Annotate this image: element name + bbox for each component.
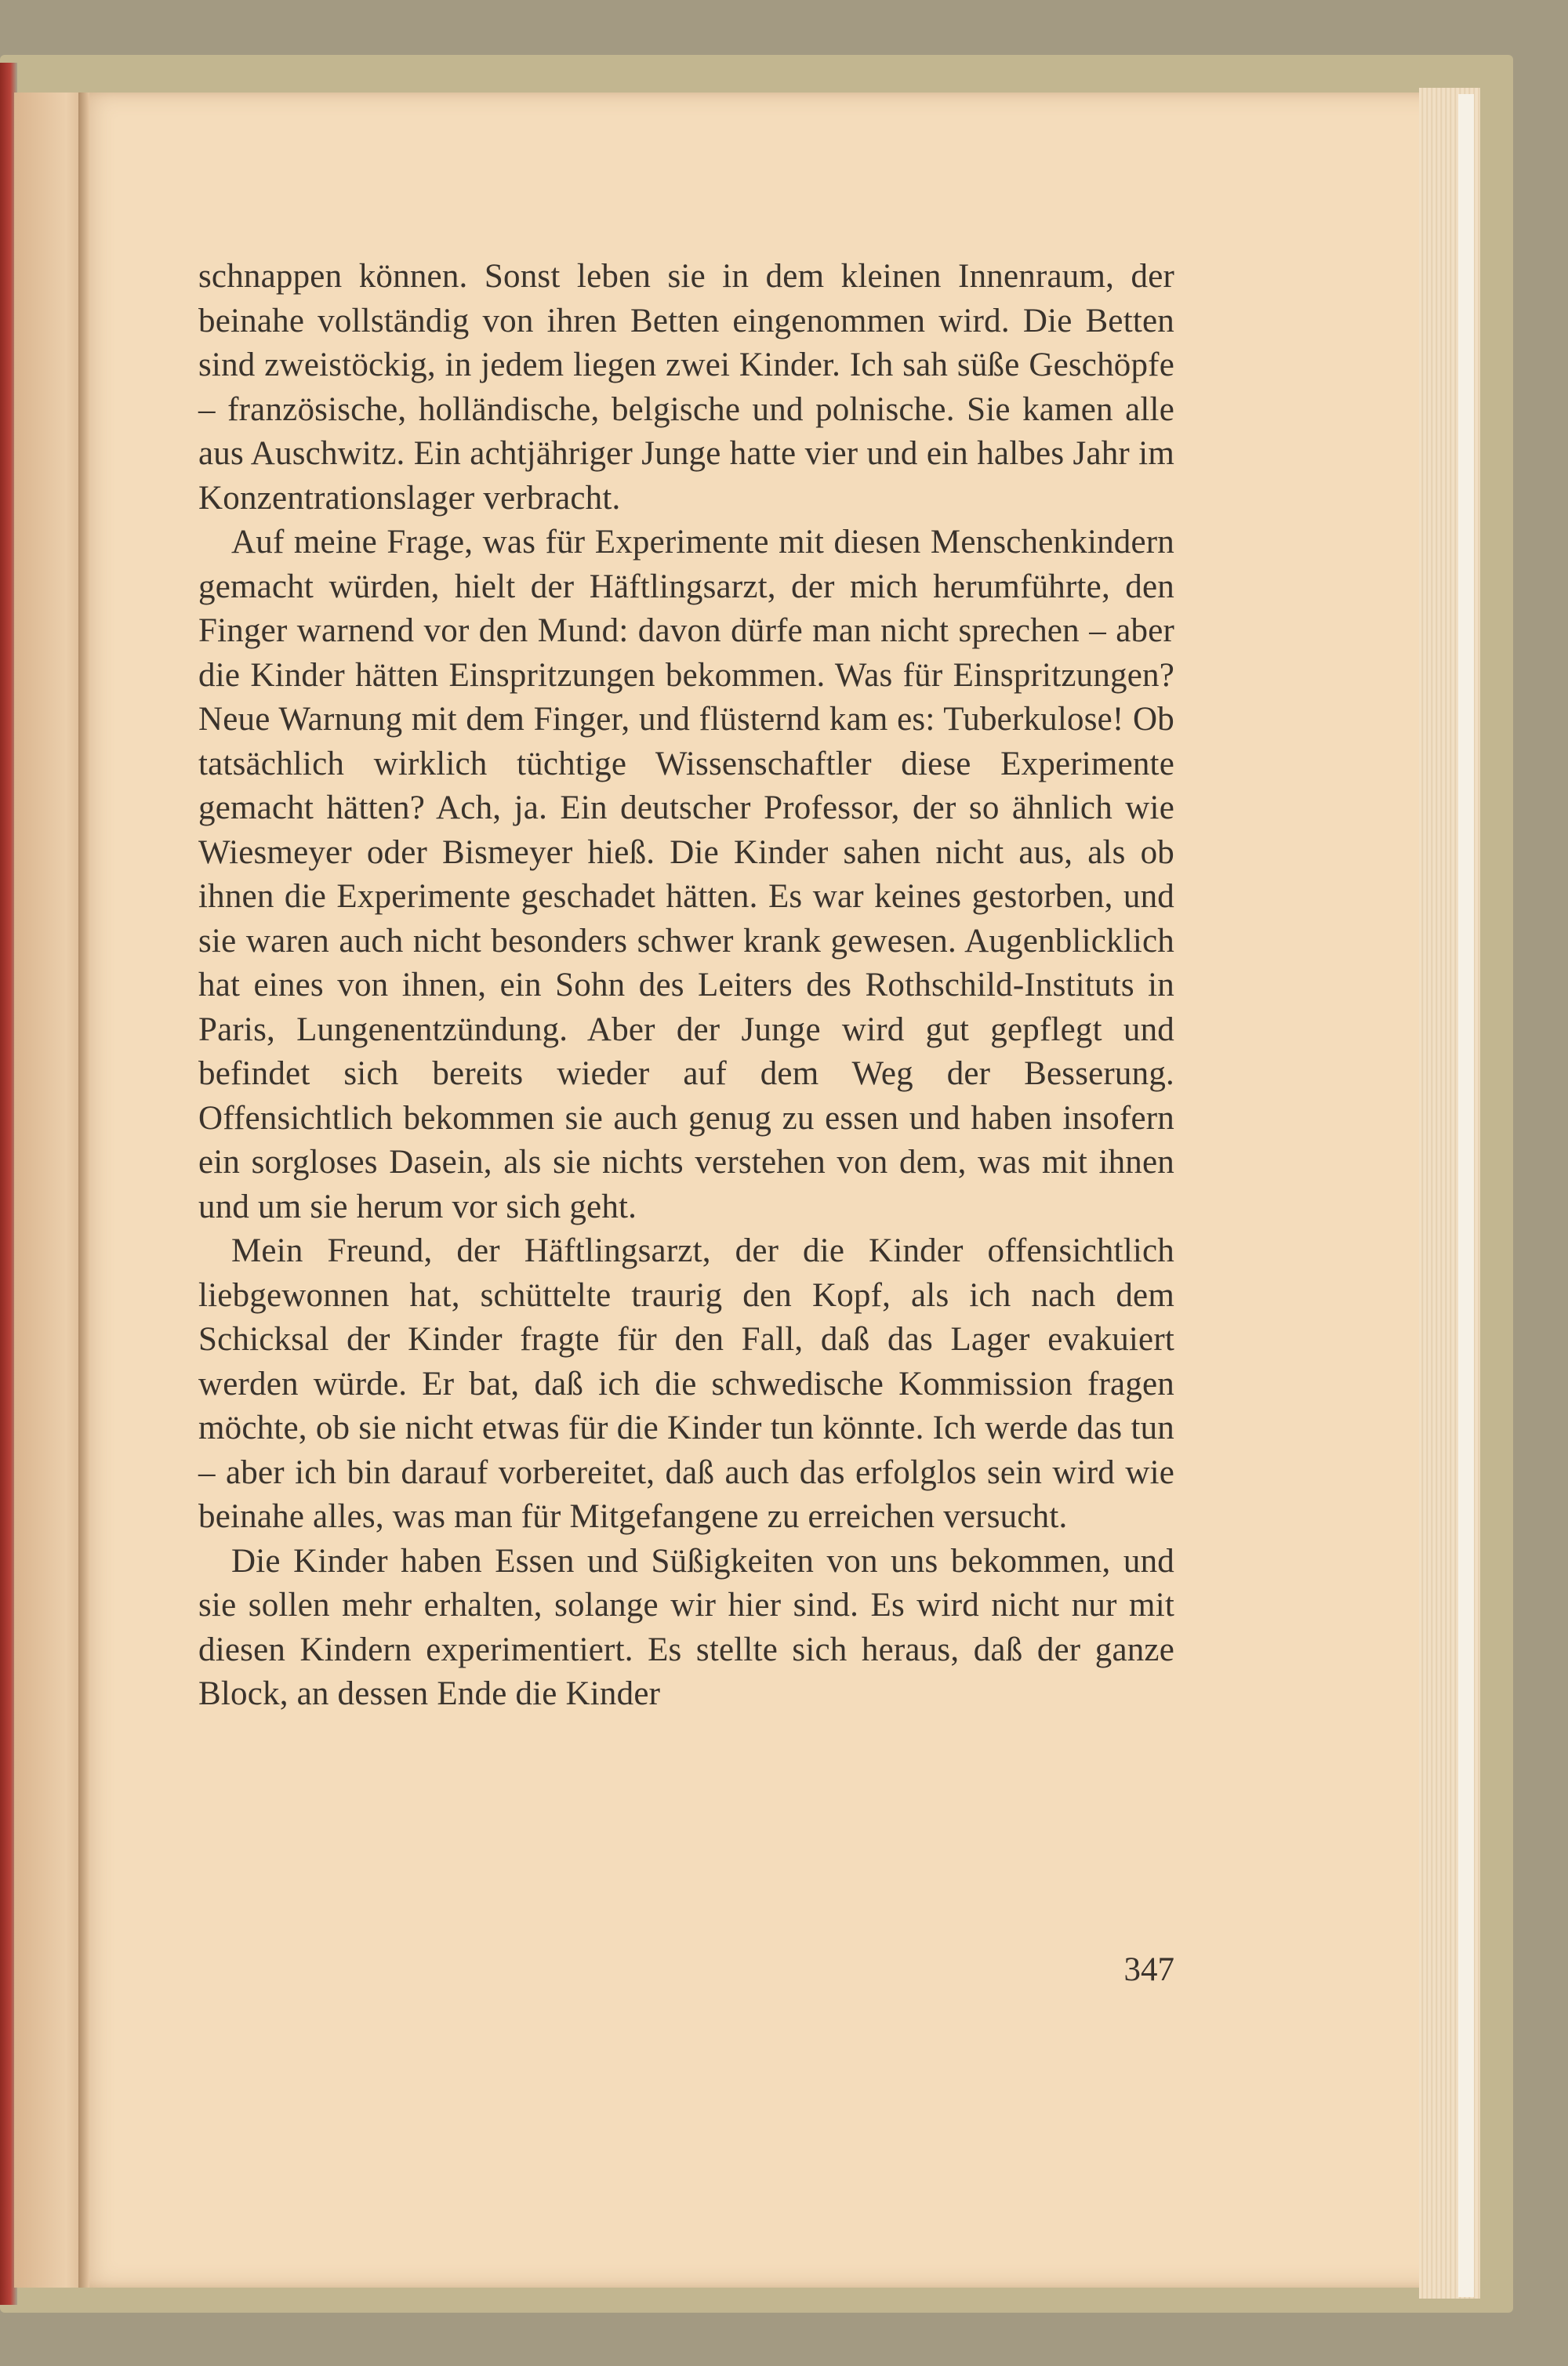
paragraph-3: Mein Freund, der Häftlingsarzt, der die Kinder offensichtlich liebgewonnen hat, schüttelte traurig den Kopf, als ich nach dem Schicksal der Kinder fragte für den Fall, daß das Lager evakuiert werden würde. Er bat, daß ich die schwedische Kommission fragen möchte, ob sie nicht etwas für die Kinder tun könnte. Ich werde das tun – aber ich bin darauf vorbereitet, daß auch das erfolglos sein wird wie beinahe alles, was man für Mitgefangene zu erreichen versucht. bbox=[198, 1232, 1174, 1535]
paragraph-4: Die Kinder haben Essen und Süßigkeiten von uns bekommen, und sie sollen mehr erhalten, solange wir hier sind. Es wird nicht nur mit diesen Kindern experimentiert. Es stellte sich heraus, daß der ganze Block, an dessen Ende die Kinder bbox=[198, 1542, 1174, 1712]
facing-page-edge bbox=[14, 93, 89, 2288]
paragraph-2: Auf meine Frage, was für Experimente mit diesen Menschenkindern gemacht würden, hielt der Häftlingsarzt, der mich herumführte, den Finger warnend vor den Mund: davon dürfe man nicht sprechen – aber die Kinder hätten Einspritzungen bekommen. Was für Einspritzungen? Neue Warnung mit dem Finger, und flüsternd kam es: Tuberkulose! Ob tatsächlich wirklich tüchtige Wissenschaftler diese Experimente gemacht hätten? Ach, ja. Ein deutscher Professor, der so ähnlich wie Wiesmeyer oder Bismeyer hieß. Die Kinder sahen nicht aus, als ob ihnen die Experimente geschadet hätten. Es war keines gestorben, und sie waren auch nicht besonders schwer krank gewesen. Augenblicklich hat eines von ihnen, ein Sohn des Leiters des Rothschild-Instituts in Paris, Lungenentzündung. Aber der Junge wird gut gepflegt und befindet sich bereits wieder auf dem Weg der Besserung. Offensichtlich bekommen sie auch genug zu essen und haben insofern ein sorgloses Dasein, als sie nichts verstehen von dem, was mit ihnen und um sie herum vor sich geht. bbox=[198, 524, 1174, 1225]
page-number: 347 bbox=[1123, 1951, 1174, 1988]
paragraph-1: schnappen können. Sonst leben sie in dem kleinen Innenraum, der beinahe vollständig von ihren Betten eingenommen wird. Die Betten sind zweistöckig, in jedem liegen zwei Kinder. Ich sah süße Geschöpfe – französische, holländische, belgische und polnische. Sie kamen alle aus Auschwitz. Ein achtjähriger Junge hatte vier und ein halbes Jahr im Konzentrationslager verbracht. bbox=[198, 258, 1174, 517]
body-text bbox=[198, 255, 1174, 1717]
page-gutter bbox=[78, 93, 89, 2288]
page-block-highlight bbox=[1458, 94, 1474, 2297]
